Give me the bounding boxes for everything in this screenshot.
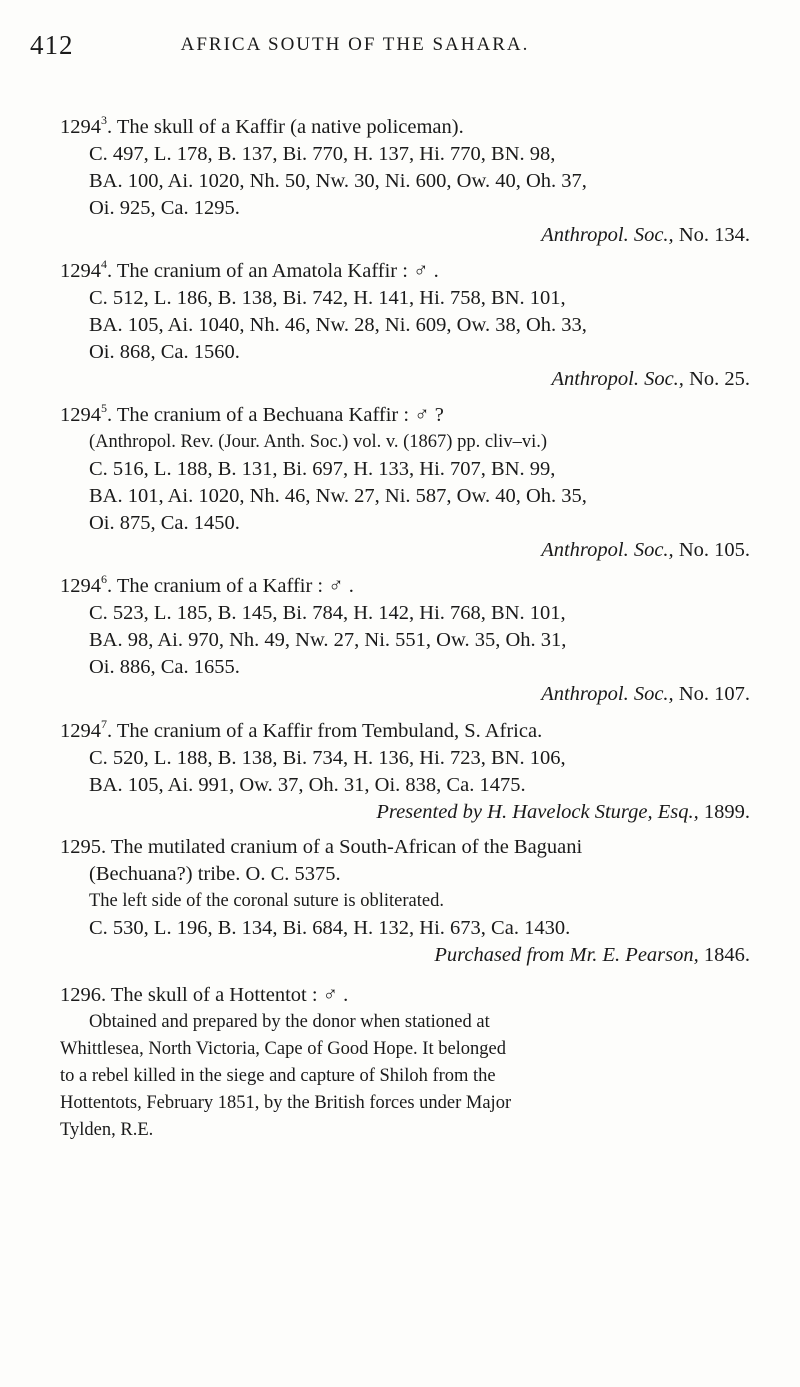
measurement-line: BA. 100, Ai. 1020, Nh. 50, Nw. 30, Ni. 600, Ow. 40, Oh. 37, — [89, 170, 587, 192]
entry-number: 1295 — [60, 836, 101, 858]
catalogue-entry — [60, 718, 760, 826]
measurement-line: C. 523, L. 185, B. 145, Bi. 784, H. 142, Hi. 768, BN. 101, — [89, 602, 566, 624]
source-line: Anthropol. Soc., No. 134. — [541, 224, 750, 246]
entry-title: 1294$^3$. The skull of a Kaffir (a native policeman). — [60, 113, 464, 138]
measurement-line: Oi. 886, Ca. 1655. — [89, 656, 240, 678]
running-head: AFRICA SOUTH OF THE SAHARA. — [180, 34, 530, 55]
measurement-line: Oi. 868, Ca. 1560. — [89, 341, 240, 363]
entry-superscript: 4 — [101, 257, 107, 271]
entry-number: 1294 — [60, 260, 101, 282]
description-line: Tylden, R.E. — [60, 1120, 154, 1140]
entry-number: 1294 — [60, 720, 101, 742]
source-line: Presented by H. Havelock Sturge, Esq., 1899. — [376, 801, 750, 823]
measurement-line: C. 497, L. 178, B. 137, Bi. 770, H. 137, Hi. 770, BN. 98, — [89, 143, 556, 165]
entry-title: 1294$^4$. The cranium of an Amatola Kaffir : ♂ . — [60, 257, 439, 282]
entry-title: 1294$^5$. The cranium of a Bechuana Kaffir : ♂ ? — [60, 401, 444, 426]
description-line: Whittlesea, North Victoria, Cape of Good Hope. It belonged — [60, 1039, 507, 1059]
entry-number: 1294 — [60, 575, 101, 597]
entry-title: 1296. The skull of a Hottentot : ♂ . — [60, 984, 349, 1006]
reference-note: (Anthropol. Rev. (Jour. Anth. Soc.) vol. v. (1867) pp. cliv–vi.) — [89, 432, 548, 452]
source-line: Anthropol. Soc., No. 107. — [541, 683, 750, 705]
measurement-line: BA. 98, Ai. 970, Nh. 49, Nw. 27, Ni. 551, Ow. 35, Oh. 31, — [89, 629, 567, 651]
entry-superscript: 3 — [101, 113, 107, 127]
catalogue-entry — [60, 982, 760, 1144]
measurement-line: C. 520, L. 188, B. 138, Bi. 734, H. 136, Hi. 723, BN. 106, — [89, 747, 566, 769]
measurement-line: C. 516, L. 188, B. 131, Bi. 697, H. 133, Hi. 707, BN. 99, — [89, 458, 556, 480]
catalogue-entry — [60, 258, 760, 393]
measurement-line: BA. 101, Ai. 1020, Nh. 46, Nw. 27, Ni. 587, Ow. 40, Oh. 35, — [89, 485, 587, 507]
page-number: 412 — [30, 30, 74, 60]
entry-number: 1294 — [60, 116, 101, 138]
catalogue-entry — [60, 573, 760, 708]
measurement-line: (Bechuana?) tribe. O. C. 5375. — [89, 863, 341, 885]
page-header — [30, 30, 800, 70]
description-line: Obtained and prepared by the donor when stationed at — [89, 1012, 490, 1032]
entry-title: 1294$^6$. The cranium of a Kaffir : ♂ . — [60, 572, 354, 597]
measurement-line: BA. 105, Ai. 991, Ow. 37, Oh. 31, Oi. 838, Ca. 1475. — [89, 774, 526, 796]
entry-number: 1296 — [60, 984, 101, 1006]
description-line: to a rebel killed in the siege and capture of Shiloh from the — [60, 1066, 496, 1086]
measurement-line: Oi. 875, Ca. 1450. — [89, 512, 240, 534]
entry-superscript: 7 — [101, 717, 107, 731]
catalogue-entry — [60, 402, 760, 564]
entry-number: 1294 — [60, 404, 101, 426]
source-line: Purchased from Mr. E. Pearson, 1846. — [434, 944, 750, 966]
description-line: Hottentots, February 1851, by the British forces under Major — [60, 1093, 512, 1113]
entry-superscript: 5 — [101, 401, 107, 415]
descriptive-note: The left side of the coronal suture is obliterated. — [89, 891, 444, 911]
measurement-line: BA. 105, Ai. 1040, Nh. 46, Nw. 28, Ni. 609, Ow. 38, Oh. 33, — [89, 314, 587, 336]
source-line: Anthropol. Soc., No. 25. — [551, 368, 750, 390]
measurement-line: Oi. 925, Ca. 1295. — [89, 197, 240, 219]
catalogue-entry — [60, 834, 760, 969]
entry-title: 1294$^7$. The cranium of a Kaffir from Tembuland, S. Africa. — [60, 717, 543, 742]
entry-title: 1295. The mutilated cranium of a South-African of the Baguani — [60, 836, 583, 858]
catalogue-entry — [60, 114, 760, 249]
source-line: Anthropol. Soc., No. 105. — [541, 539, 750, 561]
measurement-line: C. 512, L. 186, B. 138, Bi. 742, H. 141, Hi. 758, BN. 101, — [89, 287, 566, 309]
measurement-line: C. 530, L. 196, B. 134, Bi. 684, H. 132, Hi. 673, Ca. 1430. — [89, 917, 571, 939]
entry-superscript: 6 — [101, 572, 107, 586]
